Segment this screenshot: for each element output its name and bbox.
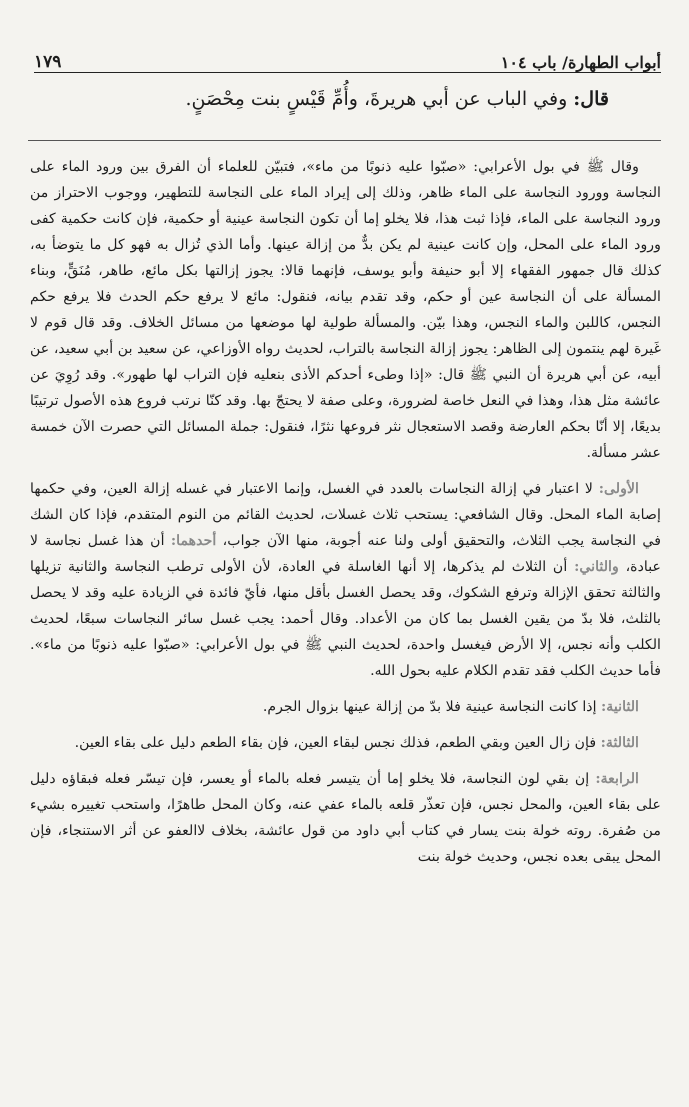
paragraph-intro (30, 154, 661, 466)
header-title: أبواب الطهارة/ باب ١٠٤ (500, 53, 661, 72)
paragraph-second-issue (30, 694, 661, 720)
answer-label-one: أحدهما: (170, 533, 217, 549)
quote-text: وفي الباب عن أبي هريرةَ، وأُمِّ قَيْسٍ بنت مِحْصَنٍ. (185, 88, 568, 110)
paragraph-text: أن الثلاث لم يذكرها، إلا أنها الغاسلة في العادة، لأن الأولى ترطب النجاسة والثانية تزيلها والثالثة تحقق الإزالة وترفع الشكوك، وقد يحصل الغسل بأقل منها، فأيّ فائدة في الزيادة عليه وقد لا يحصل بالثلث، فلا بدّ من يقين الغسل بما كان من الأعداد. وقال أحمد: يجب غسل سائر النجاسات سبعًا، لحديث الكلب وأنه نجس، إلا الأرض فيغسل واحدة، لحديث النبي ﷺ في بول الأعرابي: «صبّوا عليه ذنوبًا من ماء». فأما حديث الكلب فقد تقدم الكلام عليه بحول الله. (30, 559, 661, 679)
running-header (34, 44, 661, 73)
paragraph-text: وقال ﷺ في بول الأعرابي: «صبّوا عليه ذنوبًا من ماء»، فتبيّن للعلماء أن الفرق بين ورود الماء على النجاسة وورود النجاسة على الماء ظاهر، وذلك إلى إيراد الماء على النجاسة للتطهير، ووجوب الاحتراز من ورود النجاسة على الماء، فإذا ثبت هذا، فلا يخلو إما أن تكون النجاسة عينية أو حكمية، فإن كانت حكمية كفى ورود الماء على المحل، وإن كانت عينية لم يكن بدٌّ من إزالة عينها. وأما الذي تُزال به فهو كل ما يتوضأ به، كذلك قال جمهور الفقهاء إلا أبو حنيفة وأبو يوسف، فإنهما قالا: يجوز إزالتها بكل مائع، طاهر، مُنَقٍّ، وبناء المسألة على أن النجاسة عين أو حكم، وقد تقدم بيانه، فنقول: مائع لا يرفع حكم الحدث فلا يرفع حكم النجس، كاللبن والماء النجس، وهذا بيّن. والمسألة طولية لها موضعها من مسائل الخلاف. وقد قال قوم لا غَيرة لهم ينتمون إلى الظاهر: يجوز إزالة النجاسة بالتراب، لحديث رواه الأوزاعي، عن سعيد بن أبي سعيد، عن أبيه، عن أبي هريرة أن النبي ﷺ قال: «إذا وطىء أحدكم الأذى بنعليه فإن التراب لها طهور». وقد رُوِيَ عن عائشة مثل هذا، وهذا في النعل خاصة لضرورة، وعلى صفة لا يحتجّ بها. وقد كنّا نرتب فروع هذه الأصول ترتيبًا بديعًا، إلا أنّا بحكم العارضة وقصد الاستعجال نثر فروعها نثرًا، فنقول: جملة المسائل التي حصرت الآن خمسة عشر مسألة. (30, 159, 661, 461)
paragraph-third-issue (30, 730, 661, 756)
issue-label: الرابعة: (595, 771, 639, 787)
paragraph-first-issue (30, 476, 661, 684)
paragraph-text: فإن زال العين وبقي الطعم، فذلك نجس لبقاء العين، فإن بقاء الطعم دليل على بقاء العين. (74, 735, 597, 751)
paragraph-fourth-issue (30, 766, 661, 870)
issue-label: الثانية: (601, 699, 639, 715)
paragraph-text: إن بقي لون النجاسة، فلا يخلو إما أن يتيسر فعله بالماء أو يعسر، فإن تيسّر فعله فبقاؤه دليل على بقاء العين، والمحل نجس، فإن تعذّر قلعه بالماء عفي عنه، وكان المحل طاهرًا، واستحب تغييره بشيء من صُفرة. روته خولة بنت يسار في كتاب أبي داود من قول عائشة، بخلاف لاالعفو عن أثر الاستنجاء، فإن المحل يبقى بعده نجس، وحديث خولة بنت (30, 771, 661, 865)
paragraph-text: لا اعتبار في إزالة النجاسات بالعدد في الغسل، وإنما الاعتبار في غسله إزالة العين، وفي حكمها إصابة الماء المحل. وقال الشافعي: يستحب ثلاث غسلات، لحديث القائم من النوم المتقدم، فإذا كان الشك في النجاسة يجب الثلاث، والتحقيق أولى ولنا عنه أجوبة، منها الآن جواب، (30, 481, 662, 549)
section-divider (28, 140, 661, 141)
issue-label: الثالثة: (600, 735, 639, 751)
quote-label: قال: (573, 88, 609, 110)
answer-label-two: والثاني: (574, 559, 619, 575)
hadith-quote (40, 86, 609, 112)
paragraph-text: إذا كانت النجاسة عينية فلا بدّ من إزالة عينها بزوال الجرم. (262, 699, 597, 715)
paragraph-text: أن هذا غسل نجاسة لا عبادة، (30, 533, 661, 575)
page-number: ١٧٩ (34, 52, 62, 72)
issue-label: الأولى: (598, 481, 639, 497)
commentary-body (30, 154, 661, 870)
